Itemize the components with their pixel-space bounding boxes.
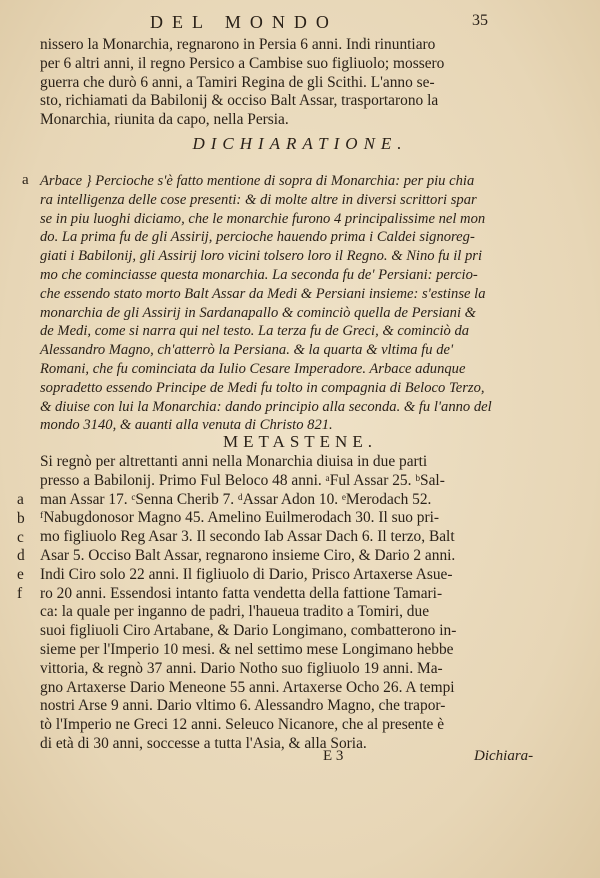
margin-marker: e <box>17 566 24 584</box>
margin-marker: f <box>17 584 23 602</box>
text-line: Indi Ciro solo 22 anni. Il figliuolo di Dario, Prisco Artaxerse Asue- <box>40 565 453 583</box>
text-line: presso a Babilonij. Primo Ful Beloco 48 anni. ᵃFul Assar 25. ᵇSal- <box>40 471 445 489</box>
text-line: ᶠNabugdonosor Magno 45. Amelino Euilmerodach 30. Il suo pri- <box>40 509 440 527</box>
margin-marker: c <box>17 528 24 546</box>
heading-metastene: METASTENE. <box>223 432 377 451</box>
text-line: per 6 altri anni, il regno Persico a Cambise suo figliuolo; mossero <box>40 54 445 72</box>
text-line: Si regnò per altrettanti anni nella Monarchia diuisa in due parti <box>40 453 428 470</box>
text-line: Arbace } Percioche s'è fatto mentione di sopra di Monarchia: per piu chia <box>40 173 475 189</box>
text-line: Monarchia, riunita da capo, nella Persia. <box>40 111 289 129</box>
text-line: mo che cominciasse questa monarchia. La seconda fu de' Persiani: percio- <box>40 266 478 283</box>
heading-dichiaratione: DICHIARATIONE. <box>192 134 408 153</box>
text-line: guerra che durò 6 anni, a Tamiri Regina de gli Scithi. L'anno se- <box>40 73 435 91</box>
text-line: Asar 5. Occiso Balt Assar, regnarono insieme Ciro, & Dario 2 anni. <box>40 546 456 564</box>
text-line: tò l'Imperio ne Greci 12 anni. Seleuco Nicanore, che al presente è <box>40 716 445 734</box>
signature-mark: E 3 <box>323 748 344 764</box>
text-line: nissero la Monarchia, regnarono in Persia 6 anni. Indi rinuntiaro <box>40 36 436 53</box>
text-line: Alessandro Magno, ch'atterrò la Persiana. & la quarta & vltima fu de' <box>40 342 454 359</box>
metastene-text <box>40 453 560 754</box>
text-line: ro 20 anni. Essendosi intanto fatta vendetta della fattione Tamari- <box>40 584 443 602</box>
opening-paragraph <box>40 36 560 130</box>
text-line: se in piu luoghi diciamo, che le monarchie furono 4 principalissime nel mon <box>40 210 486 227</box>
margin-markers <box>17 491 37 604</box>
text-line: suoi figliuoli Ciro Artabane, & Dario Longimano, combatterono in- <box>40 622 457 640</box>
dichiaratione-text <box>40 172 560 435</box>
text-line: do. La prima fu de gli Assirij, percioche hauendo prima i Caldei signoreg- <box>40 229 475 246</box>
text-line: che essendo stato morto Balt Assar da Medi & Persiani insieme: s'estinse la <box>40 285 486 302</box>
text-line: vittoria, & regnò 37 anni. Dario Notho suo figliuolo 19 anni. Ma- <box>40 659 443 677</box>
text-line: ra intelligenza delle cose presenti: & di molte altre in diversi scrittori spar <box>40 191 477 208</box>
catchword: Dichiara- <box>474 748 534 764</box>
page-number: 35 <box>472 12 488 29</box>
text-line: mondo 3140, & auanti alla venuta di Christo 821. <box>40 417 333 434</box>
margin-marker: d <box>17 547 25 565</box>
text-line: man Assar 17. ᶜSenna Cherib 7. ᵈAssar Adon 10. ᵉMerodach 52. <box>40 490 432 508</box>
text-line: monarchia de gli Assirij in Sardanapallo & cominciò quella de Persiani & <box>40 304 477 321</box>
text-line: sopradetto essendo Principe de Medi fu tolto in compagnia di Beloco Terzo, <box>40 379 485 396</box>
running-head: DEL MONDO <box>150 12 338 32</box>
text-line: & diuise con lui la Monarchia: dando principio alla seconda. & fu l'anno del <box>40 398 492 415</box>
text-line: nostri Arse 9 anni. Dario vltimo 6. Alessandro Magno, che trapor- <box>40 697 446 715</box>
margin-marker: a <box>17 491 24 508</box>
page-header <box>0 12 600 34</box>
text-line: sieme per l'Imperio 10 mesi. & nel settimo mese Longimano hebbe <box>40 640 454 658</box>
page-footer <box>0 748 600 768</box>
text-line: giati i Babilonij, gli Assirij loro vicini tolsero loro il Regno. & Nino fu il pri <box>40 248 483 265</box>
text-line: sto, richiamati da Babilonij & occiso Balt Assar, trasportarono la <box>40 92 439 110</box>
note-marker: a <box>22 172 29 188</box>
text-line: de Medi, come si narra qui nel testo. La terza fu de Greci, & cominciò da <box>40 323 470 340</box>
text-line: gno Artaxerse Dario Meneone 55 anni. Artaxerse Ocho 26. A tempi <box>40 678 455 696</box>
text-line: di età di 30 anni, soccesse a tutta l'Asia, & alla Soria. <box>40 734 367 752</box>
margin-marker: b <box>17 509 25 527</box>
text-line: Romani, che fu cominciata da Iulio Cesare Imperadore. Arbace adunque <box>40 360 466 377</box>
text-line: mo figliuolo Reg Asar 3. Il secondo Iab Assar Dach 6. Il terzo, Balt <box>40 528 455 546</box>
text-line: ca: la quale per inganno de padri, l'haueua tradito a Tomiri, due <box>40 603 430 621</box>
